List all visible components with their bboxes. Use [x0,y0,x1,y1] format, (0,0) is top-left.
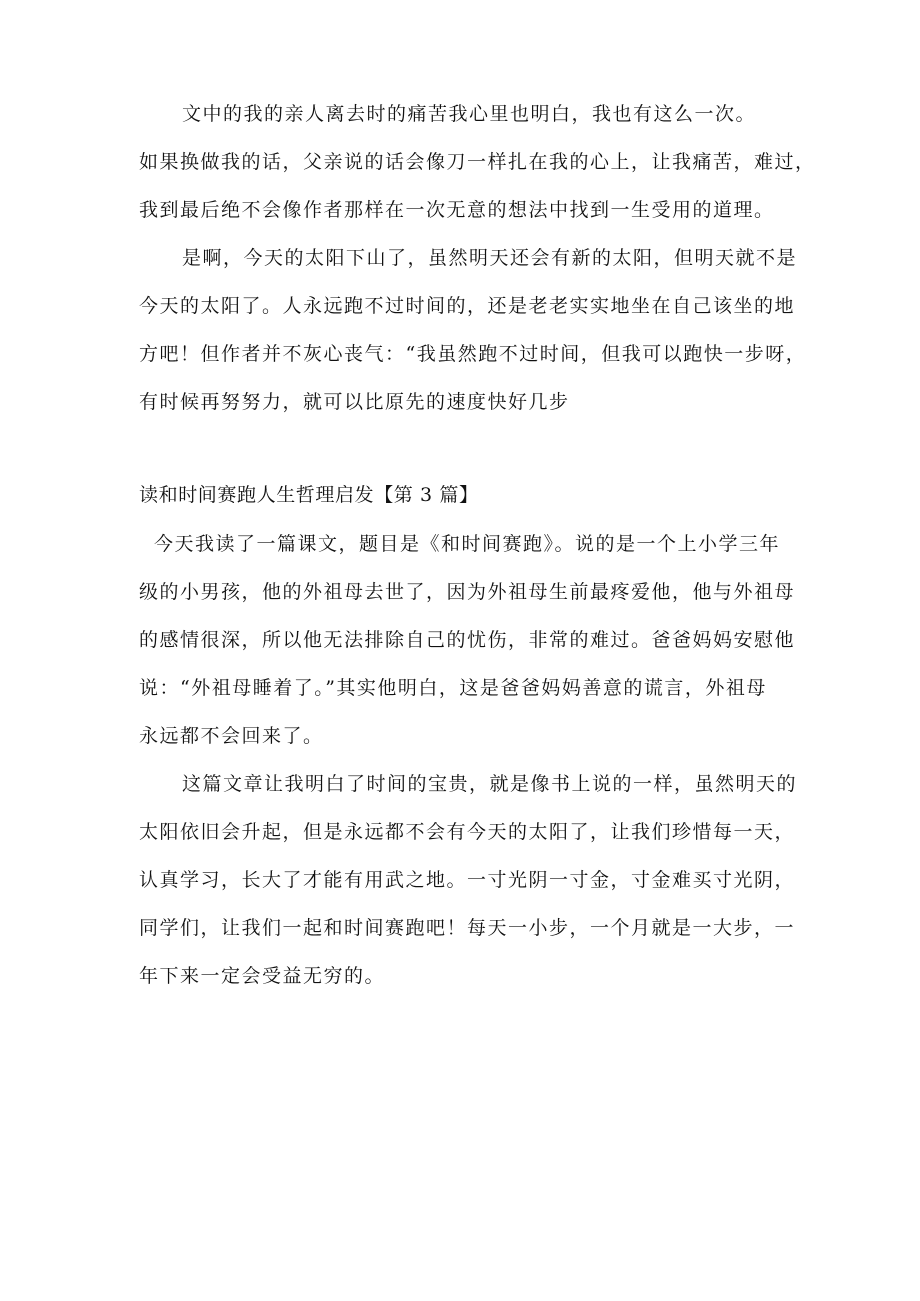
paragraph-line: 方吧！但作者并不灰心丧气：“我虽然跑不过时间，但我可以跑快一步呀， [139,343,807,365]
paragraph-line: 永远都不会回来了。 [139,725,324,747]
paragraph-line: 今天我读了一篇课文，题目是《和时间赛跑》。说的是一个上小学三年 [154,533,781,555]
paragraph-line: 有时候再努努力，就可以比原先的速度快好几步 [139,391,570,413]
paragraph-line: 是啊，今天的太阳下山了，虽然明天还会有新的太阳，但明天就不是 [182,247,798,269]
paragraph-line: 如果换做我的话，父亲说的话会像刀一样扎在我的心上，让我痛苦，难过， [139,151,816,173]
paragraph-line: 的感情很深，所以他无法排除自己的忧伤，非常的难过。爸爸妈妈安慰他 [139,629,796,651]
paragraph-line: 年下来一定会受益无穷的。 [139,965,386,987]
paragraph-line: 认真学习，长大了才能有用武之地。一寸光阴一寸金，寸金难买寸光阴， [139,869,796,891]
paragraph-line: 同学们，让我们一起和时间赛跑吧！每天一小步，一个月就是一大步，一 [139,917,796,939]
paragraph-line: 我到最后绝不会像作者那样在一次无意的想法中找到一生受用的道理。 [139,199,775,221]
paragraph-line: 级的小男孩，他的外祖母去世了，因为外祖母生前最疼爱他，他与外祖母 [139,581,796,603]
section-heading: 读和时间赛跑人生哲理启发【第 3 篇】 [139,484,479,506]
paragraph-line: 说：“外祖母睡着了。”其实他明白，这是爸爸妈妈善意的谎言，外祖母 [139,677,767,699]
paragraph-line: 太阳依旧会升起，但是永远都不会有今天的太阳了，让我们珍惜每一天， [139,821,796,843]
paragraph-line: 文中的我的亲人离去时的痛苦我心里也明白，我也有这么一次。 [182,103,757,125]
paragraph-line: 今天的太阳了。人永远跑不过时间的，还是老老实实地坐在自己该坐的地 [139,295,796,317]
paragraph-line: 这篇文章让我明白了时间的宝贵，就是像书上说的一样，虽然明天的 [182,773,798,795]
